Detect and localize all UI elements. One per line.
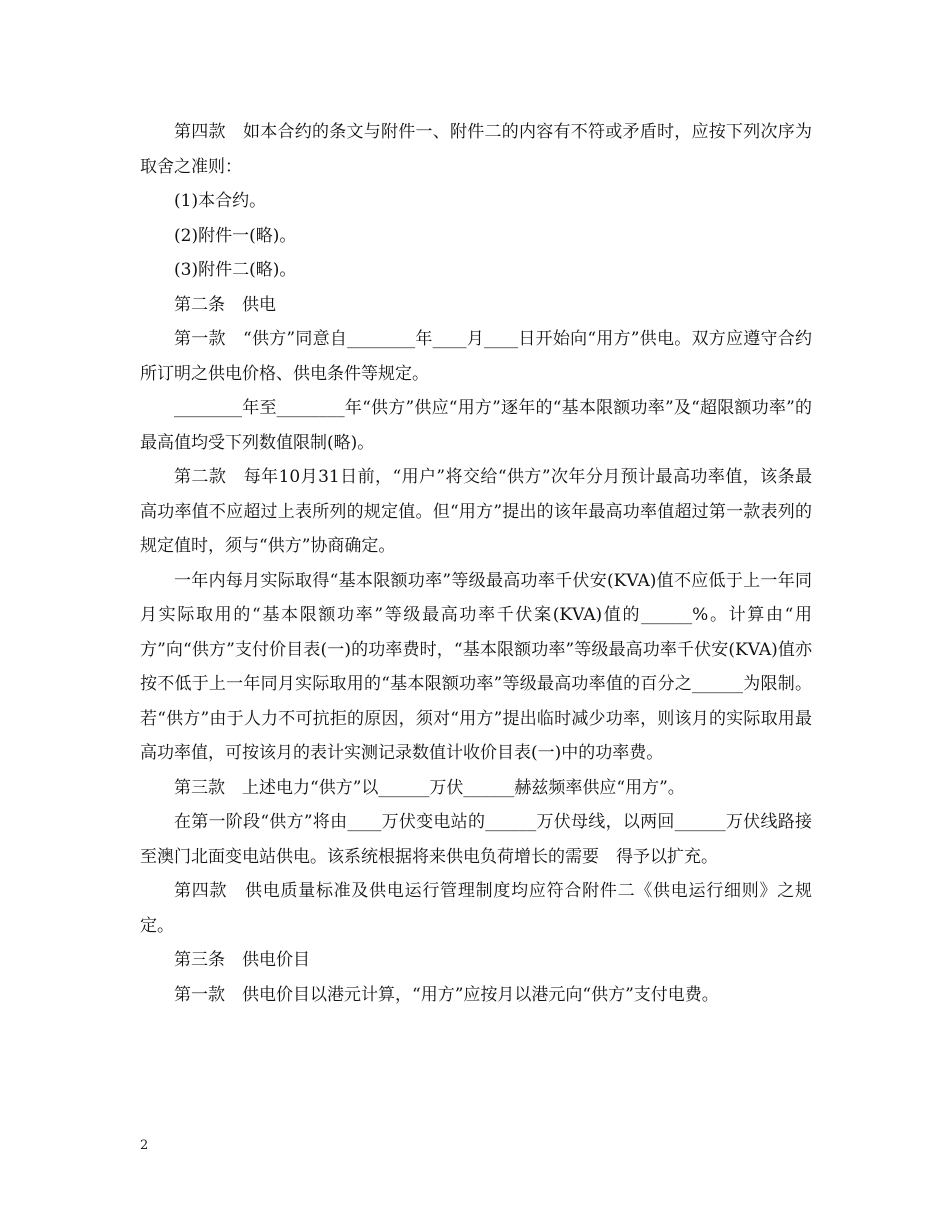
paragraph-power-limits: ________年至________年“供方”供应“用方”逐年的“基本限额功率”及“超限额功率”的最高值均受下列数值限制(略)。 [140, 398, 812, 453]
page-number: 2 [140, 1138, 149, 1153]
paragraph-clause-4-precedence: 第四款 如本合约的条文与附件一、附件二的内容有不符或矛盾时，应按下列次序为取舍之准则： [140, 122, 812, 177]
paragraph-article-2-clause-4: 第四款 供电质量标准及供电运行管理制度均应符合附件二《供电运行细则》之规定。 [140, 881, 812, 936]
paragraph-article-2-clause-1: 第一款 “供方”同意自________年____月____日开始向“用方”供电。双方应遵守合约所订明之供电价格、供电条件等规定。 [140, 329, 812, 384]
paragraph-item-2: (2)附件一(略)。 [174, 225, 297, 246]
paragraph-monthly-power: 一年内每月实际取得“基本限额功率”等级最高功率千伏安(KVA)值不应低于上一年同月实际取用的“基本限额功率”等级最高功率千伏案(KVA)值的______%。计算由“用方”向“供方”支付价目表(一)的功率费时，“基本限额功率”等级最高功率千伏安(KVA)值亦按不低于上一年同月实际取用的“基本限额功率”等级最高功率值的百分之______为限制。若“供方”由于人力不可抗拒的原因，须对“用方”提出临时减少功率，则该月的实际取用最高功率值，可按该月的表计实测记录数值计收价目表(一)中的功率费。 [140, 570, 812, 763]
paragraph-first-stage-supply: 在第一阶段“供方”将由____万伏变电站的______万伏母线，以两回______万伏线路接至澳门北面变电站供电。该系统根据将来供电负荷增长的需要 得予以扩充。 [140, 812, 812, 867]
paragraph-article-2-clause-3: 第三款 上述电力“供方”以______万伏______赫兹频率供应“用方”。 [174, 777, 685, 798]
document-body [140, 115, 812, 1012]
paragraph-item-1: (1)本合约。 [174, 191, 267, 211]
paragraph-article-2-clause-2: 第二款 每年10月31日前，“用户”将交给“供方”次年分月预计最高功率值，该条最高功率值不应超过上表所列的规定值。但“用方”提出的该年最高功率值超过第一款表列的规定值时，须与“供方”协商确定。 [140, 467, 812, 556]
paragraph-item-3: (3)附件二(略)。 [174, 260, 297, 280]
article-3-heading: 第三条 供电价目 [174, 950, 310, 970]
article-2-heading: 第二条 供电 [174, 294, 276, 315]
paragraph-article-3-clause-1: 第一款 供电价目以港元计算，“用方”应按月以港元向“供方”支付电费。 [174, 984, 719, 1005]
